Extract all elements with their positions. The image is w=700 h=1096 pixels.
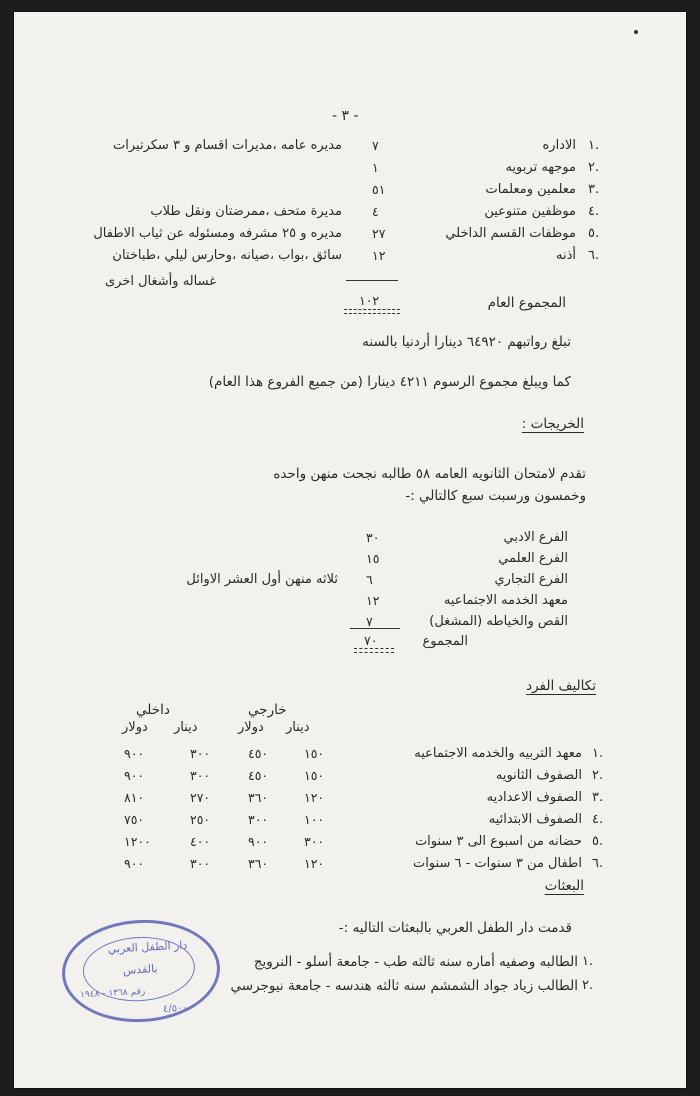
staff-item-title: أذنه — [556, 248, 576, 263]
branch-note: ثلاثه منهن أول العشر الاوائل — [186, 572, 338, 587]
staff-item-count: ٤ — [372, 204, 379, 219]
cost-int-dollar: ٩٠٠ — [124, 746, 145, 761]
fees-text: كما ويبلغ مجموع الرسوم ٤٢١١ دينارا (من جميع الفروع هذا العام) — [208, 374, 571, 390]
branches-sum-line — [350, 628, 400, 629]
staff-item-title: معلمين ومعلمات — [485, 182, 576, 197]
staff-item-title: موجهه تربويه — [505, 160, 576, 175]
cost-int-dinar: ٣٠٠ — [190, 746, 211, 761]
staff-item-title: الاداره — [542, 138, 576, 153]
staff-item-title: موظفات القسم الداخلي — [445, 226, 576, 241]
cost-row-number: ٥. — [592, 834, 604, 849]
staff-total-value: ١٠٢ — [359, 293, 380, 308]
staff-sum-line — [346, 280, 398, 281]
staff-item-note: مديره عامه ،مديرات اقسام و ٣ سكرتيرات — [113, 138, 342, 153]
staff-item-note: مديرة متحف ،ممرضتان ونقل طلاب — [150, 204, 342, 219]
branches-total-label: المجموع — [422, 634, 468, 649]
graduates-intro-line1: تقدم لامتحان الثانويه العامه ٥٨ طالبه نجحت منهن واحده — [273, 466, 586, 482]
cost-row-name: الصفوف الثانويه — [495, 768, 582, 783]
staff-item-count: ٥١ — [372, 182, 386, 197]
staff-note-continuation: غساله وأشغال اخرى — [104, 274, 216, 289]
cost-int-dollar: ١٢٠٠ — [124, 834, 151, 849]
branch-count: ٦ — [366, 572, 373, 587]
salaries-text: تبلغ رواتبهم ٦٤٩٢٠ دينارا أردنيا بالسنه — [362, 334, 571, 350]
staff-total-underline — [344, 309, 400, 314]
missions-intro: قدمت دار الطفل العربي بالبعثات التاليه :- — [338, 920, 572, 936]
costs-external-header: خارجي — [248, 702, 287, 718]
cost-ext-dollar: ٣٠٠ — [248, 812, 269, 827]
missions-heading: البعثات — [544, 878, 584, 894]
cost-ext-dollar: ٣٦٠ — [248, 856, 269, 871]
staff-item-number: ١. — [588, 138, 600, 153]
stamp-line1: دار الطفل العربي — [107, 938, 188, 956]
branch-count: ١٥ — [366, 551, 380, 566]
cost-int-dinar: ٣٠٠ — [190, 768, 211, 783]
branch-name: القص والخياطه (المشغل) — [429, 614, 568, 629]
cost-row-number: ٢. — [592, 768, 604, 783]
cost-int-dinar: ٣٠٠ — [190, 856, 211, 871]
stamp-line2: بالقدس — [122, 962, 158, 977]
cost-row-name: اطفال من ٣ سنوات - ٦ سنوات — [412, 856, 582, 871]
cost-row-number: ٤. — [592, 812, 604, 827]
cost-ext-dinar: ١٢٠ — [304, 856, 325, 871]
cost-row-number: ٦. — [592, 856, 604, 871]
costs-heading: تكاليف الفرد — [526, 678, 596, 694]
branch-name: معهد الخدمه الاجتماعيه — [443, 593, 568, 608]
branch-name: الفرع العلمي — [498, 551, 568, 566]
graduates-heading: الخريجات : — [521, 416, 584, 432]
branches-total-underline — [354, 648, 394, 653]
ext-dollar-header: دولار — [238, 720, 264, 735]
cost-ext-dollar: ٤٥٠ — [248, 768, 269, 783]
cost-int-dinar: ٤٠٠ — [190, 834, 211, 849]
cost-ext-dinar: ١٥٠ — [304, 768, 325, 783]
cost-int-dinar: ٢٧٠ — [190, 790, 211, 805]
stamp-line3: رقم ١٣٦٨ - ١٩٤٨ — [79, 986, 146, 1001]
cost-row-number: ٣. — [592, 790, 604, 805]
cost-int-dollar: ٨١٠ — [124, 790, 145, 805]
staff-item-title: موظفين متنوعين — [484, 204, 576, 219]
staff-item-count: ٢٧ — [372, 226, 386, 241]
cost-int-dinar: ٢٥٠ — [190, 812, 211, 827]
cost-ext-dinar: ١٠٠ — [304, 812, 325, 827]
staff-item-number: ٣. — [588, 182, 600, 197]
int-dollar-header: دولار — [122, 720, 148, 735]
branch-name: الفرع الادبي — [503, 530, 568, 545]
cost-int-dollar: ٧٥٠ — [124, 812, 145, 827]
mission-number: ٢. — [582, 978, 594, 993]
graduates-intro-line2: وخمسون ورسبت سبع كالتالي :- — [405, 488, 586, 504]
branch-name: الفرع التجاري — [494, 572, 568, 587]
staff-item-count: ١٢ — [372, 248, 386, 263]
page-number: - ٣ - — [332, 108, 359, 124]
cost-row-name: الصفوف الابتدائيه — [488, 812, 582, 827]
cost-row-number: ١. — [592, 746, 604, 761]
cost-row-name: حضانه من اسبوع الى ٣ سنوات — [414, 834, 582, 849]
mission-number: ١. — [582, 954, 594, 969]
staff-item-count: ١ — [372, 160, 379, 175]
staff-item-number: ٦. — [588, 248, 600, 263]
cost-row-name: الصفوف الاعداديه — [486, 790, 582, 805]
cost-ext-dinar: ١٥٠ — [304, 746, 325, 761]
cost-row-name: معهد التربيه والخدمه الاجتماعيه — [414, 746, 582, 761]
staff-item-note: سائق ،بواب ،صيانه ،وحارس ليلي ،طباختان — [112, 248, 342, 263]
costs-internal-header: داخلي — [136, 702, 170, 718]
staff-item-note: مديره و ٢٥ مشرفه ومسئوله عن ثياب الاطفال — [93, 226, 342, 241]
branches-total-value: ٧٠ — [364, 633, 378, 648]
branch-count: ٧ — [366, 614, 373, 629]
staff-item-number: ٥. — [588, 226, 600, 241]
staff-item-number: ٢. — [588, 160, 600, 175]
mission-text: الطالبه وصفيه أماره سنه ثالثه طب - جامعة أسلو - النرويج — [253, 954, 578, 970]
cost-ext-dinar: ٣٠٠ — [304, 834, 325, 849]
staff-total-label: المجموع العام — [487, 295, 566, 311]
cost-ext-dollar: ٩٠٠ — [248, 834, 269, 849]
branch-count: ١٢ — [366, 593, 380, 608]
ext-dinar-header: دينار — [286, 720, 310, 735]
cost-int-dollar: ٩٠٠ — [124, 856, 145, 871]
staff-item-count: ٧ — [372, 138, 379, 153]
mission-text: الطالب زياد جواد الشمشم سنه ثالثه هندسه - جامعة نيوجرسي — [230, 978, 578, 994]
cost-ext-dollar: ٤٥٠ — [248, 746, 269, 761]
cost-ext-dollar: ٣٦٠ — [248, 790, 269, 805]
ink-dot — [634, 30, 638, 34]
int-dinar-header: دينار — [174, 720, 198, 735]
cost-ext-dinar: ١٢٠ — [304, 790, 325, 805]
staff-item-number: ٤. — [588, 204, 600, 219]
branch-count: ٣٠ — [366, 530, 380, 545]
cost-int-dollar: ٩٠٠ — [124, 768, 145, 783]
stamp-extra: ٤/٥٠٠ — [162, 1002, 189, 1015]
